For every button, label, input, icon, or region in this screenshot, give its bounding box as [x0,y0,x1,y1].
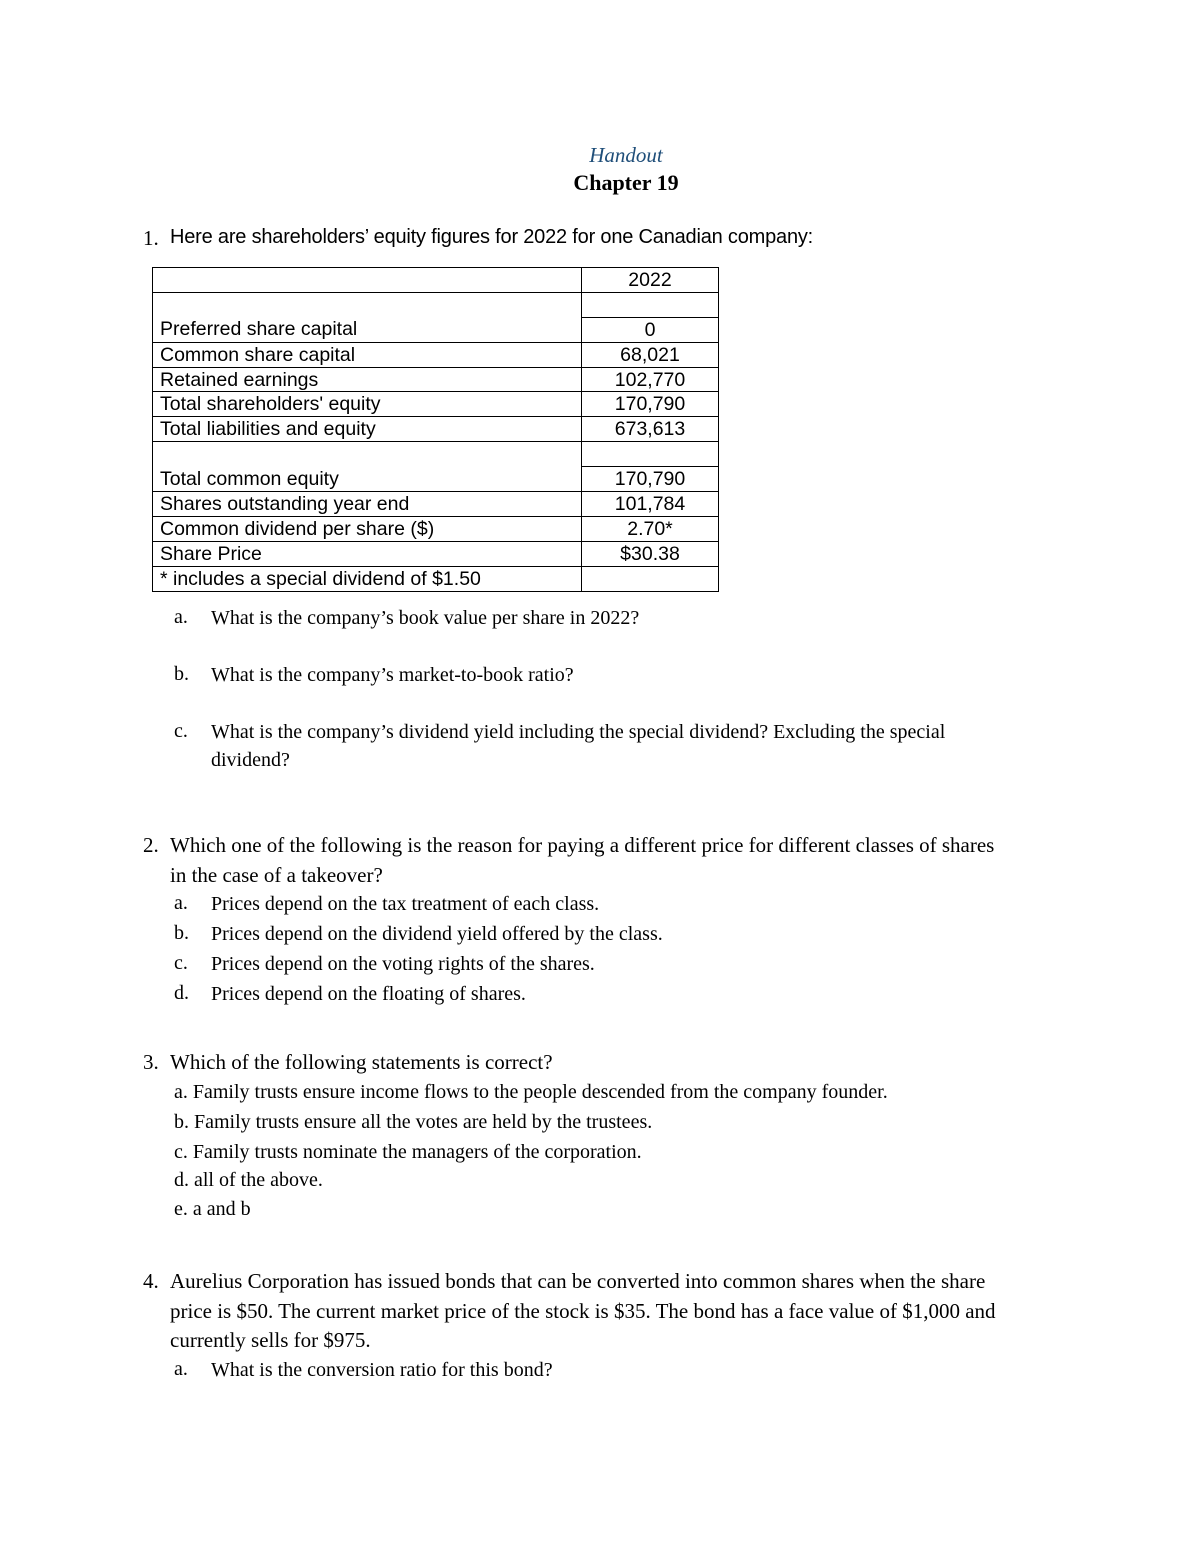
table-cell [582,566,719,591]
table-cell [582,442,719,467]
table-row [153,292,719,317]
question-1-number: 1. [143,226,159,250]
q2-option-d-text: Prices depend on the floating of shares. [211,983,526,1005]
q2-option-a-letter: a. [174,892,188,914]
q2-option-b-letter: b. [174,922,189,944]
table-row-label: Total shareholders' equity [153,392,582,417]
table-cell [153,442,582,467]
table-row-label: Common share capital [153,342,582,367]
question-1-text: Here are shareholders’ equity figures for 2022 for one Canadian company: [170,226,814,248]
q2-option-c-letter: c. [174,952,188,974]
table-row-value: 170,790 [582,467,719,492]
q1-part-a-text: What is the company’s book value per share in 2022? [211,607,640,629]
table-row [153,317,719,342]
table-row-value: 2.70* [582,516,719,541]
table-row-label: Preferred share capital [153,317,582,342]
table-row-label: Total liabilities and equity [153,417,582,442]
q3-option-e: e. a and b [174,1198,251,1220]
question-4-line-3: currently sells for $975. [170,1328,371,1352]
table-row-value: 68,021 [582,342,719,367]
question-4-line-1: Aurelius Corporation has issued bonds that can be converted into common shares when the share [170,1269,986,1293]
table-row [153,516,719,541]
handout-title: Handout [589,143,663,167]
table-row-value: 0 [582,317,719,342]
q2-option-b-text: Prices depend on the dividend yield offered by the class. [211,923,663,945]
question-2-line-1: Which one of the following is the reason for paying a different price for different classes of shares [170,833,995,857]
q1-part-c-text: What is the company’s dividend yield including the special dividend? Excluding the special [211,721,946,743]
question-4-line-2: price is $50. The current market price of the stock is $35. The bond has a face value of $1,000 and [170,1299,996,1323]
table-row-value: $30.38 [582,541,719,566]
table-row [153,442,719,467]
question-3-text: Which of the following statements is correct? [170,1050,553,1074]
equity-table [152,267,719,592]
q1-part-a-letter: a. [174,606,188,628]
question-4-number: 4. [143,1269,159,1293]
table-row [153,268,719,293]
q4-part-a-letter: a. [174,1358,188,1380]
q4-part-a-text: What is the conversion ratio for this bond? [211,1359,553,1381]
table-header-year: 2022 [582,268,719,293]
table-row-value: 673,613 [582,417,719,442]
question-2-number: 2. [143,833,159,857]
table-row-label: Total common equity [153,467,582,492]
table-row [153,392,719,417]
table-row [153,492,719,517]
table-row-label: Shares outstanding year end [153,492,582,517]
q3-option-a: a. Family trusts ensure income flows to the people descended from the company founder. [174,1081,888,1103]
table-row [153,541,719,566]
table-row-value: 170,790 [582,392,719,417]
table-row-label: Share Price [153,541,582,566]
table-row [153,417,719,442]
q1-part-c-text-continued: dividend? [211,749,290,771]
q3-option-c: c. Family trusts nominate the managers of the corporation. [174,1141,642,1163]
table-row-value: 102,770 [582,367,719,392]
table-row [153,367,719,392]
table-row-label: Common dividend per share ($) [153,516,582,541]
q1-part-b-letter: b. [174,663,189,685]
q1-part-c-letter: c. [174,720,188,742]
q2-option-c-text: Prices depend on the voting rights of the shares. [211,953,595,975]
table-row [153,342,719,367]
q2-option-a-text: Prices depend on the tax treatment of each class. [211,893,600,915]
table-cell [153,268,582,293]
table-row-value: 101,784 [582,492,719,517]
question-2-line-2: in the case of a takeover? [170,863,383,887]
table-row [153,566,719,591]
q1-part-b-text: What is the company’s market-to-book ratio? [211,664,574,686]
question-3-number: 3. [143,1050,159,1074]
q3-option-b: b. Family trusts ensure all the votes are held by the trustees. [174,1111,653,1133]
table-cell [153,292,582,317]
chapter-heading: Chapter 19 [573,170,679,195]
table-cell [582,292,719,317]
table-row-label: Retained earnings [153,367,582,392]
q2-option-d-letter: d. [174,982,189,1004]
table-row [153,467,719,492]
table-footnote: * includes a special dividend of $1.50 [153,566,582,591]
q3-option-d: d. all of the above. [174,1169,323,1191]
